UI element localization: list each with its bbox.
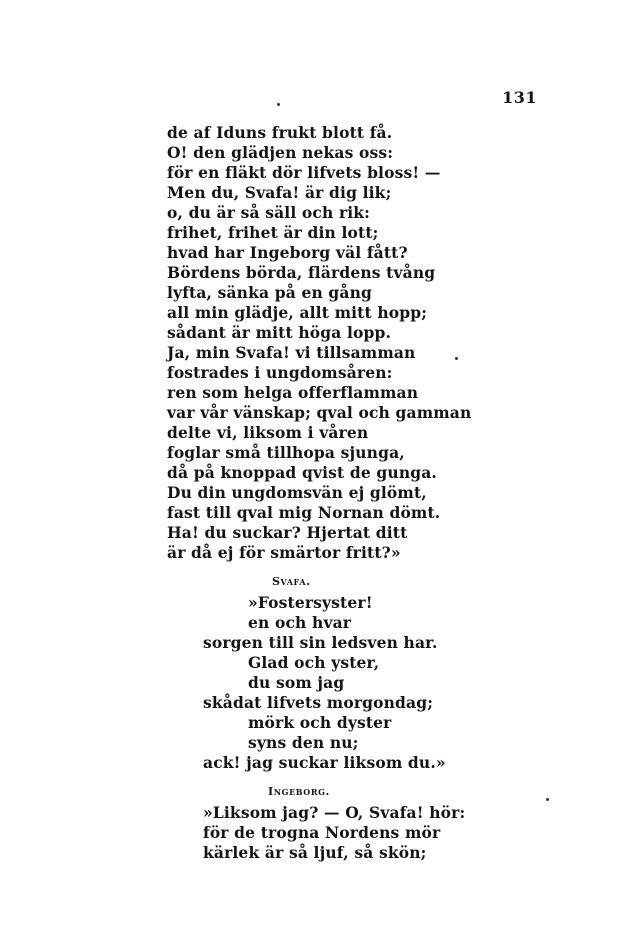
verse-line: kärlek är så ljuf, så skön; bbox=[203, 843, 427, 862]
verse-line: du som jag bbox=[248, 673, 345, 692]
verse-line: hvad har Ingeborg väl fått? bbox=[167, 243, 408, 262]
print-speck bbox=[455, 357, 458, 360]
verse-line: delte vi, liksom i våren bbox=[167, 423, 369, 442]
verse-line: »Fostersyster! bbox=[248, 593, 373, 612]
verse-line: Glad och yster, bbox=[248, 653, 380, 672]
verse-line: Ha! du suckar? Hjertat ditt bbox=[167, 523, 408, 542]
verse-line: ack! jag suckar liksom du.» bbox=[203, 753, 446, 772]
speaker-heading: Ingeborg. bbox=[268, 785, 330, 798]
verse-line: lyfta, sänka på en gång bbox=[167, 283, 373, 302]
verse-line: syns den nu; bbox=[248, 733, 359, 752]
verse-line: för de trogna Nordens mör bbox=[203, 823, 441, 842]
verse-line: fostrades i ungdomsåren: bbox=[167, 363, 393, 382]
verse-line: O! den glädjen nekas oss: bbox=[167, 143, 394, 162]
print-speck bbox=[277, 103, 280, 106]
verse-line: är då ej för smärtor fritt?» bbox=[167, 543, 401, 562]
speaker-heading: Svafa. bbox=[272, 575, 311, 588]
verse-line: frihet, frihet är din lott; bbox=[167, 223, 379, 242]
verse-line: Bördens börda, flärdens tvång bbox=[167, 263, 436, 282]
verse-line: en och hvar bbox=[248, 613, 352, 632]
print-speck bbox=[546, 798, 549, 801]
verse-line: all min glädje, allt mitt hopp; bbox=[167, 303, 428, 322]
verse-line: Ja, min Svafa! vi tillsamman bbox=[167, 343, 416, 362]
verse-line: ren som helga offerflamman bbox=[167, 383, 419, 402]
verse-line: mörk och dyster bbox=[248, 713, 392, 732]
verse-line: »Liksom jag? — O, Svafa! hör: bbox=[203, 803, 466, 822]
verse-line: för en fläkt dör lifvets bloss! — bbox=[167, 163, 441, 182]
verse-line: skådat lifvets morgondag; bbox=[203, 693, 434, 712]
verse-line: o, du är så säll och rik: bbox=[167, 203, 371, 222]
verse-line: Du din ungdomsvän ej glömt, bbox=[167, 483, 427, 502]
page-number: 131 bbox=[502, 88, 537, 107]
verse-line: sorgen till sin ledsven har. bbox=[203, 633, 438, 652]
verse-line: Men du, Svafa! är dig lik; bbox=[167, 183, 392, 202]
verse-line: fast till qval mig Nornan dömt. bbox=[167, 503, 441, 522]
verse-line: då på knoppad qvist de gunga. bbox=[167, 463, 437, 482]
verse-line: var vår vänskap; qval och gamman bbox=[167, 403, 472, 422]
verse-line: de af Iduns frukt blott få. bbox=[167, 123, 393, 142]
verse-line: foglar små tillhopa sjunga, bbox=[167, 443, 405, 462]
verse-line: sådant är mitt höga lopp. bbox=[167, 323, 392, 342]
